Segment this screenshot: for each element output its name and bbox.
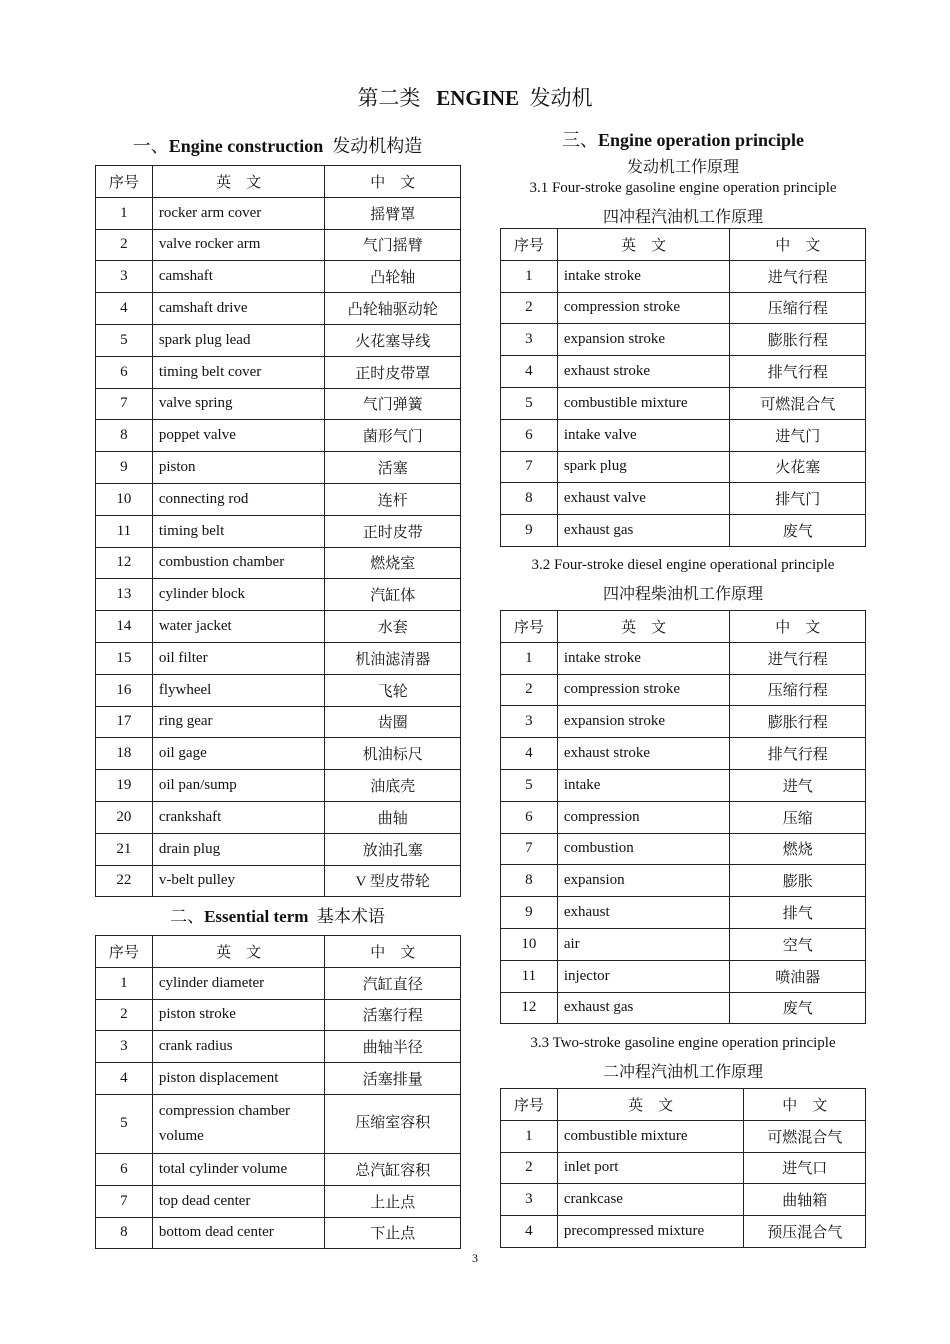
english-term: combustible mixture <box>557 387 730 419</box>
row-number: 8 <box>501 483 558 515</box>
table-row <box>501 865 866 897</box>
chinese-term: 曲轴半径 <box>325 1031 461 1063</box>
table-row <box>96 579 461 611</box>
chinese-term: 活塞排量 <box>325 1063 461 1095</box>
row-number: 3 <box>96 261 153 293</box>
row-number: 1 <box>501 260 558 292</box>
row-number: 7 <box>96 388 153 420</box>
table-row <box>96 865 461 897</box>
english-term: rocker arm cover <box>152 197 325 229</box>
page-number: 3 <box>472 1251 478 1265</box>
row-number: 4 <box>501 1216 558 1248</box>
table-row <box>96 388 461 420</box>
row-number: 15 <box>96 642 153 674</box>
english-term: timing belt cover <box>152 356 325 388</box>
table-row <box>501 451 866 483</box>
table-header-row <box>501 1089 866 1121</box>
chinese-term: 汽缸直径 <box>325 967 461 999</box>
row-number: 20 <box>96 801 153 833</box>
english-term: valve rocker arm <box>152 229 325 261</box>
chinese-term: 活塞行程 <box>325 999 461 1031</box>
table-row <box>501 674 866 706</box>
row-number: 1 <box>96 967 153 999</box>
table-row <box>96 324 461 356</box>
english-term: combustion <box>557 833 730 865</box>
english-term: piston <box>152 452 325 484</box>
header-cn: 中 文 <box>730 229 866 261</box>
chinese-term: 汽缸体 <box>325 579 461 611</box>
table-row <box>96 999 461 1031</box>
header-en: 英 文 <box>557 611 730 643</box>
chinese-term: V 型皮带轮 <box>325 865 461 897</box>
chinese-term: 排气 <box>730 897 866 929</box>
row-number: 10 <box>96 483 153 515</box>
row-number: 14 <box>96 611 153 643</box>
table-row <box>96 1031 461 1063</box>
english-term: oil gage <box>152 738 325 770</box>
header-num: 序号 <box>501 611 558 643</box>
english-term: exhaust stroke <box>557 738 730 770</box>
chinese-term: 火花塞 <box>730 451 866 483</box>
row-number: 3 <box>96 1031 153 1063</box>
table-row <box>96 483 461 515</box>
table-row <box>501 992 866 1024</box>
chinese-term: 活塞 <box>325 452 461 484</box>
chinese-term: 火花塞导线 <box>325 324 461 356</box>
chinese-term: 排气行程 <box>730 356 866 388</box>
page-title: 第二类 ENGINE 发动机 <box>357 86 593 110</box>
row-number: 18 <box>96 738 153 770</box>
row-number: 21 <box>96 833 153 865</box>
english-term: combustible mixture <box>557 1120 744 1152</box>
table-row <box>96 770 461 802</box>
four-stroke-diesel-table <box>500 610 866 1024</box>
row-number: 6 <box>501 801 558 833</box>
chinese-term: 排气行程 <box>730 738 866 770</box>
chinese-term: 燃烧 <box>730 833 866 865</box>
chinese-term: 飞轮 <box>325 674 461 706</box>
row-number: 12 <box>501 992 558 1024</box>
table-row <box>96 420 461 452</box>
header-num: 序号 <box>501 1089 558 1121</box>
row-number: 4 <box>96 1063 153 1095</box>
chinese-term: 放油孔塞 <box>325 833 461 865</box>
chinese-term: 空气 <box>730 928 866 960</box>
table-row <box>96 674 461 706</box>
chinese-term: 凸轮轴驱动轮 <box>325 293 461 325</box>
english-term: intake stroke <box>557 642 730 674</box>
english-term: bottom dead center <box>152 1217 325 1249</box>
row-number: 5 <box>96 1094 153 1153</box>
english-term: piston displacement <box>152 1063 325 1095</box>
row-number: 13 <box>96 579 153 611</box>
english-term: injector <box>557 960 730 992</box>
chinese-term: 膨胀行程 <box>730 706 866 738</box>
header-en: 英 文 <box>152 936 325 968</box>
sub2-heading-en: 3.2 Four-stroke diesel engine operational principle <box>531 557 835 573</box>
section2-heading: 二、Essential term 基本术语 <box>170 907 385 926</box>
header-cn: 中 文 <box>325 936 461 968</box>
english-term: oil pan/sump <box>152 770 325 802</box>
row-number: 9 <box>501 515 558 547</box>
sub2-heading-cn: 四冲程柴油机工作原理 <box>602 586 763 603</box>
table-row <box>501 833 866 865</box>
row-number: 1 <box>501 642 558 674</box>
chinese-term: 齿圈 <box>325 706 461 738</box>
section3-subtitle: 发动机工作原理 <box>626 159 739 176</box>
table-header-row <box>96 166 461 198</box>
english-term: compression chamber volume <box>152 1094 325 1153</box>
header-en: 英 文 <box>152 166 325 198</box>
table-row <box>96 261 461 293</box>
row-number: 4 <box>501 356 558 388</box>
table-row <box>501 1216 866 1248</box>
row-number: 17 <box>96 706 153 738</box>
row-number: 6 <box>96 1153 153 1185</box>
chinese-term: 压缩行程 <box>730 674 866 706</box>
row-number: 5 <box>501 387 558 419</box>
chinese-term: 机油滤清器 <box>325 642 461 674</box>
header-num: 序号 <box>96 166 153 198</box>
english-term: exhaust <box>557 897 730 929</box>
table-row <box>501 1184 866 1216</box>
table-row <box>96 515 461 547</box>
sub3-heading-cn: 二冲程汽油机工作原理 <box>602 1064 763 1081</box>
chinese-term: 下止点 <box>325 1217 461 1249</box>
table-row <box>96 801 461 833</box>
english-term: flywheel <box>152 674 325 706</box>
table-row <box>501 260 866 292</box>
row-number: 7 <box>96 1185 153 1217</box>
row-number: 12 <box>96 547 153 579</box>
english-term: air <box>557 928 730 960</box>
row-number: 11 <box>96 515 153 547</box>
english-term: compression <box>557 801 730 833</box>
english-term: cylinder diameter <box>152 967 325 999</box>
row-number: 22 <box>96 865 153 897</box>
row-number: 3 <box>501 706 558 738</box>
chinese-term: 废气 <box>730 515 866 547</box>
table-row <box>501 897 866 929</box>
chinese-term: 进气门 <box>730 419 866 451</box>
table-row <box>96 706 461 738</box>
table-row <box>501 706 866 738</box>
english-term: connecting rod <box>152 483 325 515</box>
english-term: cylinder block <box>152 579 325 611</box>
chinese-term: 压缩 <box>730 801 866 833</box>
chinese-term: 进气口 <box>744 1152 866 1184</box>
chinese-term: 连杆 <box>325 483 461 515</box>
english-term: intake <box>557 769 730 801</box>
english-term: timing belt <box>152 515 325 547</box>
table-row <box>501 738 866 770</box>
chinese-term: 摇臂罩 <box>325 197 461 229</box>
english-term: v-belt pulley <box>152 865 325 897</box>
row-number: 16 <box>96 674 153 706</box>
chinese-term: 进气行程 <box>730 260 866 292</box>
chinese-term: 总汽缸容积 <box>325 1153 461 1185</box>
header-num: 序号 <box>501 229 558 261</box>
essential-term-table <box>95 935 461 1249</box>
table-row <box>501 960 866 992</box>
row-number: 2 <box>501 674 558 706</box>
row-number: 2 <box>501 1152 558 1184</box>
english-term: exhaust gas <box>557 515 730 547</box>
english-term: camshaft <box>152 261 325 293</box>
row-number: 11 <box>501 960 558 992</box>
english-term: exhaust valve <box>557 483 730 515</box>
english-term: piston stroke <box>152 999 325 1031</box>
english-term: top dead center <box>152 1185 325 1217</box>
chinese-term: 气门摇臂 <box>325 229 461 261</box>
chinese-term: 预压混合气 <box>744 1216 866 1248</box>
row-number: 1 <box>501 1120 558 1152</box>
table-row <box>501 356 866 388</box>
chinese-term: 油底壳 <box>325 770 461 802</box>
two-stroke-gasoline-table <box>500 1088 866 1248</box>
english-term: compression stroke <box>557 674 730 706</box>
english-term: compression stroke <box>557 292 730 324</box>
section3-heading: 三、Engine operation principle <box>561 130 804 150</box>
table-row <box>96 356 461 388</box>
row-number: 2 <box>501 292 558 324</box>
table-row <box>96 1153 461 1185</box>
row-number: 9 <box>501 897 558 929</box>
header-cn: 中 文 <box>730 611 866 643</box>
chinese-term: 排气门 <box>730 483 866 515</box>
table-row <box>501 769 866 801</box>
table-row <box>96 1185 461 1217</box>
header-cn: 中 文 <box>744 1089 866 1121</box>
english-term: exhaust stroke <box>557 356 730 388</box>
table-row <box>501 801 866 833</box>
english-term: valve spring <box>152 388 325 420</box>
header-cn: 中 文 <box>325 166 461 198</box>
chinese-term: 废气 <box>730 992 866 1024</box>
chinese-term: 气门弹簧 <box>325 388 461 420</box>
section1-heading: 一、Engine construction 发动机构造 <box>132 136 423 156</box>
table-row <box>501 419 866 451</box>
table-row <box>96 1063 461 1095</box>
english-term: precompressed mixture <box>557 1216 744 1248</box>
chinese-term: 膨胀行程 <box>730 324 866 356</box>
chinese-term: 菌形气门 <box>325 420 461 452</box>
table-row <box>96 197 461 229</box>
table-header-row <box>501 229 866 261</box>
english-term: camshaft drive <box>152 293 325 325</box>
row-number: 7 <box>501 451 558 483</box>
english-term: oil filter <box>152 642 325 674</box>
chinese-term: 曲轴箱 <box>744 1184 866 1216</box>
chinese-term: 进气行程 <box>730 642 866 674</box>
row-number: 2 <box>96 999 153 1031</box>
table-row <box>96 642 461 674</box>
row-number: 19 <box>96 770 153 802</box>
header-en: 英 文 <box>557 229 730 261</box>
row-number: 5 <box>96 324 153 356</box>
chinese-term: 凸轮轴 <box>325 261 461 293</box>
sub3-heading-en: 3.3 Two-stroke gasoline engine operation principle <box>530 1035 836 1051</box>
four-stroke-gasoline-table <box>500 228 866 547</box>
english-term: crankcase <box>557 1184 744 1216</box>
chinese-term: 可燃混合气 <box>744 1120 866 1152</box>
table-row <box>96 738 461 770</box>
english-term: drain plug <box>152 833 325 865</box>
sub1-heading-en: 3.1 Four-stroke gasoline engine operation principle <box>529 180 837 196</box>
chinese-term: 水套 <box>325 611 461 643</box>
chinese-term: 正时皮带 <box>325 515 461 547</box>
table-row <box>501 387 866 419</box>
row-number: 5 <box>501 769 558 801</box>
chinese-term: 进气 <box>730 769 866 801</box>
row-number: 3 <box>501 1184 558 1216</box>
chinese-term: 机油标尺 <box>325 738 461 770</box>
english-term: ring gear <box>152 706 325 738</box>
table-row <box>96 452 461 484</box>
table-row <box>501 324 866 356</box>
english-term: expansion stroke <box>557 324 730 356</box>
english-term: intake stroke <box>557 260 730 292</box>
english-term: intake valve <box>557 419 730 451</box>
chinese-term: 压缩室容积 <box>325 1094 461 1153</box>
chinese-term: 曲轴 <box>325 801 461 833</box>
table-row <box>501 1152 866 1184</box>
table-header-row <box>501 611 866 643</box>
table-row <box>96 967 461 999</box>
chinese-term: 膨胀 <box>730 865 866 897</box>
english-term: combustion chamber <box>152 547 325 579</box>
row-number: 6 <box>501 419 558 451</box>
row-number: 4 <box>501 738 558 770</box>
chinese-term: 压缩行程 <box>730 292 866 324</box>
header-en: 英 文 <box>557 1089 744 1121</box>
header-num: 序号 <box>96 936 153 968</box>
table-row <box>96 229 461 261</box>
engine-construction-table <box>95 165 461 897</box>
row-number: 4 <box>96 293 153 325</box>
table-row <box>501 292 866 324</box>
english-term: crank radius <box>152 1031 325 1063</box>
row-number: 9 <box>96 452 153 484</box>
english-term: crankshaft <box>152 801 325 833</box>
row-number: 2 <box>96 229 153 261</box>
chinese-term: 正时皮带罩 <box>325 356 461 388</box>
chinese-term: 喷油器 <box>730 960 866 992</box>
english-term: total cylinder volume <box>152 1153 325 1185</box>
chinese-term: 可燃混合气 <box>730 387 866 419</box>
table-row <box>96 1094 461 1153</box>
row-number: 10 <box>501 928 558 960</box>
row-number: 6 <box>96 356 153 388</box>
chinese-term: 上止点 <box>325 1185 461 1217</box>
row-number: 3 <box>501 324 558 356</box>
table-row <box>96 1217 461 1249</box>
row-number: 8 <box>501 865 558 897</box>
english-term: spark plug lead <box>152 324 325 356</box>
english-term: expansion stroke <box>557 706 730 738</box>
row-number: 1 <box>96 197 153 229</box>
english-term: spark plug <box>557 451 730 483</box>
english-term: exhaust gas <box>557 992 730 1024</box>
english-term: expansion <box>557 865 730 897</box>
table-row <box>501 642 866 674</box>
table-row <box>96 547 461 579</box>
row-number: 8 <box>96 420 153 452</box>
english-term: water jacket <box>152 611 325 643</box>
row-number: 8 <box>96 1217 153 1249</box>
row-number: 7 <box>501 833 558 865</box>
table-row <box>96 611 461 643</box>
table-row <box>501 483 866 515</box>
english-term: poppet valve <box>152 420 325 452</box>
table-row <box>501 515 866 547</box>
table-header-row <box>96 936 461 968</box>
english-term: inlet port <box>557 1152 744 1184</box>
chinese-term: 燃烧室 <box>325 547 461 579</box>
table-row <box>501 1120 866 1152</box>
table-row <box>96 293 461 325</box>
table-row <box>96 833 461 865</box>
table-row <box>501 928 866 960</box>
sub1-heading-cn: 四冲程汽油机工作原理 <box>602 209 763 226</box>
